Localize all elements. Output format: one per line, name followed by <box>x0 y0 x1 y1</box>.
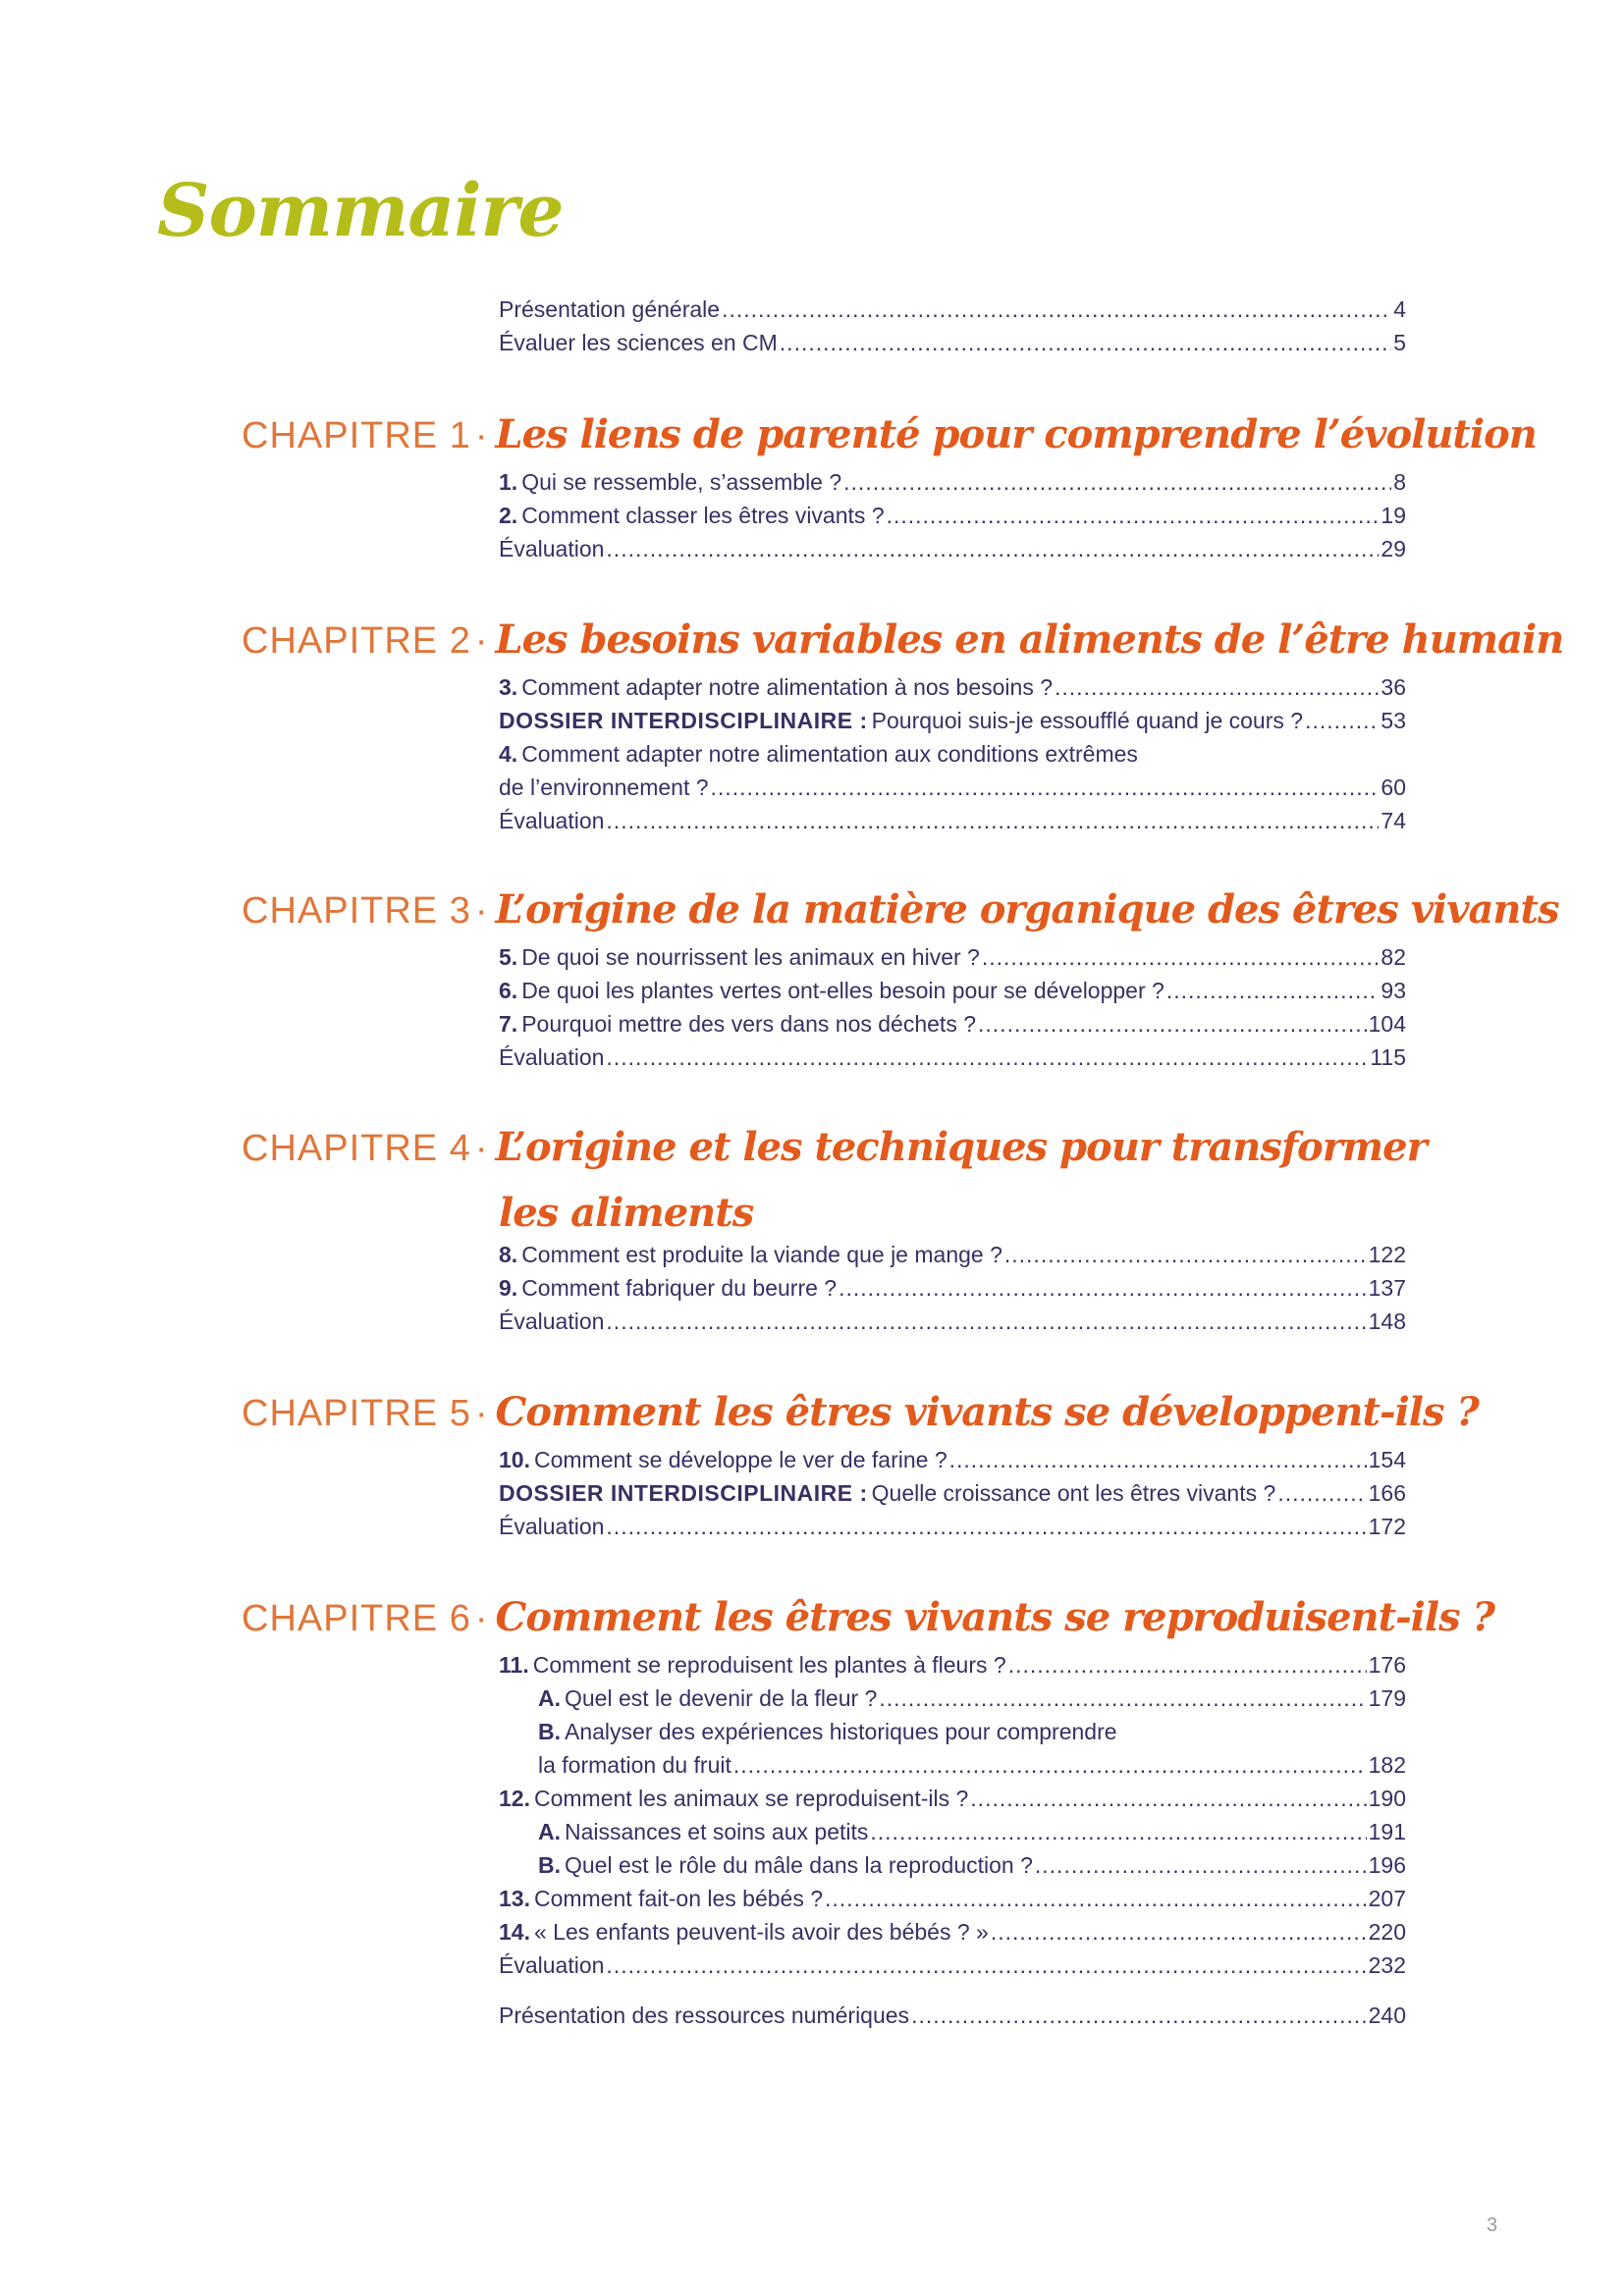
toc-subentry[interactable]: A. Naissances et soins aux petits ..... 191 <box>499 1815 1406 1848</box>
toc-entry-resources[interactable]: Présentation des ressources numériques ..... 240 <box>499 1999 1406 2032</box>
toc-entry-evaluation[interactable]: Évaluation ..... 115 <box>499 1041 1406 1074</box>
leader-dots <box>870 1815 1366 1848</box>
page-ref: 53 <box>1380 708 1406 733</box>
page-ref: 240 <box>1368 2002 1406 2028</box>
chapter-6-entries <box>499 1648 1406 1982</box>
page-ref: 93 <box>1380 978 1406 1003</box>
toc-entry[interactable]: 3. Comment adapter notre alimentation à nos besoins ? ..... 36 <box>499 670 1406 704</box>
leader-dots <box>978 1007 1367 1041</box>
page-ref: 196 <box>1368 1852 1406 1878</box>
page-ref: 191 <box>1368 1819 1406 1844</box>
toc-entry-continuation[interactable]: de l’environnement ? ..... 60 <box>499 771 1406 804</box>
leader-dots <box>733 1748 1367 1782</box>
chapter-title: Comment les êtres vivants se développent-ils ? <box>495 1389 1479 1435</box>
leader-dots <box>1277 1476 1366 1510</box>
leader-dots <box>825 1882 1367 1915</box>
leader-dots <box>1035 1848 1367 1882</box>
page-ref: 82 <box>1380 944 1406 970</box>
chapter-1-heading[interactable]: CHAPITRE 1 · Les liens de parenté pour comprendre l’évolution <box>242 411 1537 457</box>
leader-dots <box>606 1041 1368 1074</box>
toc-entry-evaluation[interactable]: Évaluation ..... 148 <box>499 1305 1406 1338</box>
toc-subentry[interactable]: B. Analyser des expériences historiques pour comprendre <box>538 1719 1117 1744</box>
chapter-2-heading[interactable]: CHAPITRE 2 · Les besoins variables en aliments de l’être humain <box>242 616 1564 663</box>
chapter-3-entries <box>499 940 1406 1074</box>
toc-entry[interactable]: 9. Comment fabriquer du beurre ? ..... 137 <box>499 1271 1406 1305</box>
toc-entry[interactable]: Présentation générale ..... 4 <box>499 293 1406 326</box>
toc-entry[interactable]: 6. De quoi les plantes vertes ont-elles besoin pour se développer ? ..... 93 <box>499 974 1406 1007</box>
page-ref: 148 <box>1368 1308 1406 1334</box>
toc-entry[interactable]: 14. « Les enfants peuvent-ils avoir des bébés ? » ..... 220 <box>499 1915 1406 1949</box>
leader-dots <box>1008 1648 1367 1682</box>
leader-dots <box>606 1305 1366 1338</box>
toc-entry[interactable]: 4. Comment adapter notre alimentation aux conditions extrêmes <box>499 741 1138 767</box>
toc-entry[interactable]: 11. Comment se reproduisent les plantes à fleurs ? ..... 176 <box>499 1648 1406 1682</box>
chapter-3-heading[interactable]: CHAPITRE 3 · L’origine de la matière organique des êtres vivants <box>242 886 1559 933</box>
chapter-title: L’origine de la matière organique des êtres vivants <box>495 886 1559 933</box>
toc-entry[interactable]: 1. Qui se ressemble, s’assemble ? ..... 8 <box>499 465 1406 499</box>
page-ref: 36 <box>1380 674 1406 700</box>
leader-dots <box>606 532 1379 565</box>
page-ref: 115 <box>1370 1044 1406 1070</box>
page-ref: 190 <box>1368 1786 1406 1811</box>
page-ref: 182 <box>1368 1752 1406 1778</box>
leader-dots <box>843 465 1391 499</box>
chapter-5-entries <box>499 1443 1406 1543</box>
leader-dots <box>879 1682 1366 1715</box>
toc-subentry[interactable]: A. Quel est le devenir de la fleur ? ..... 179 <box>499 1682 1406 1715</box>
page-ref: 5 <box>1393 330 1406 355</box>
toc-entry[interactable]: 5. De quoi se nourrissent les animaux en hiver ? ..... 82 <box>499 940 1406 974</box>
chapter-title: L’origine et les techniques pour transformer <box>495 1124 1427 1170</box>
chapter-title-line2: les aliments <box>499 1190 754 1236</box>
leader-dots <box>970 1782 1366 1815</box>
page-ref: 137 <box>1368 1275 1406 1301</box>
leader-dots <box>606 1510 1366 1543</box>
toc-entry-evaluation[interactable]: Évaluation ..... 29 <box>499 532 1406 565</box>
page-ref: 220 <box>1368 1919 1406 1945</box>
toc-entry-continuation[interactable]: la formation du fruit ..... 182 <box>499 1748 1406 1782</box>
intro-list <box>499 293 1406 359</box>
leader-dots <box>911 1999 1367 2032</box>
leader-dots <box>606 1949 1366 1982</box>
page-title: Sommaire <box>157 169 564 253</box>
page-ref: 19 <box>1380 503 1406 528</box>
page-ref: 232 <box>1368 1952 1406 1978</box>
toc-subentry[interactable]: B. Quel est le rôle du mâle dans la reproduction ? ..... 196 <box>499 1848 1406 1882</box>
page-ref: 29 <box>1380 536 1406 561</box>
chapter-5-heading[interactable]: CHAPITRE 5 · Comment les êtres vivants se développent-ils ? <box>242 1389 1479 1435</box>
toc-entry[interactable]: 10. Comment se développe le ver de farine ? ..... 154 <box>499 1443 1406 1476</box>
chapter-1-entries <box>499 465 1406 565</box>
chapter-4-entries <box>499 1238 1406 1338</box>
toc-entry[interactable]: 2. Comment classer les êtres vivants ? ..... 19 <box>499 499 1406 532</box>
chapter-4-heading[interactable]: CHAPITRE 4 · L’origine et les techniques pour transformer les aliments <box>242 1119 1469 1242</box>
leader-dots <box>839 1271 1367 1305</box>
leader-dots <box>949 1443 1367 1476</box>
chapter-2-entries <box>499 670 1406 837</box>
closing-list <box>499 1999 1406 2032</box>
leader-dots <box>982 940 1380 974</box>
leader-dots <box>711 771 1380 804</box>
chapter-6-heading[interactable]: CHAPITRE 6 · Comment les êtres vivants se reproduisent-ils ? <box>242 1594 1494 1640</box>
toc-entry-dossier[interactable]: DOSSIER INTERDISCIPLINAIRE : Pourquoi suis-je essoufflé quand je cours ? ..... 53 <box>499 704 1406 737</box>
leader-dots <box>1055 670 1379 704</box>
page-ref: 74 <box>1380 808 1406 833</box>
toc-entry[interactable]: Évaluer les sciences en CM ..... 5 <box>499 326 1406 359</box>
page-ref: 122 <box>1368 1242 1406 1267</box>
leader-dots <box>887 499 1380 532</box>
chapter-title: Les liens de parenté pour comprendre l’évolution <box>495 411 1537 457</box>
toc-entry-evaluation[interactable]: Évaluation ..... 172 <box>499 1510 1406 1543</box>
leader-dots <box>722 293 1391 326</box>
page-ref: 179 <box>1368 1685 1406 1711</box>
toc-entry-dossier[interactable]: DOSSIER INTERDISCIPLINAIRE : Quelle croissance ont les êtres vivants ? ..... 166 <box>499 1476 1406 1510</box>
toc-entry[interactable]: 7. Pourquoi mettre des vers dans nos déchets ? ..... 104 <box>499 1007 1406 1041</box>
leader-dots <box>1305 704 1379 737</box>
chapter-title: Les besoins variables en aliments de l’être humain <box>495 616 1564 663</box>
toc-entry[interactable]: 13. Comment fait-on les bébés ? ..... 207 <box>499 1882 1406 1915</box>
chapter-title: Comment les êtres vivants se reproduisent-ils ? <box>495 1594 1494 1640</box>
toc-entry[interactable]: 8. Comment est produite la viande que je mange ? ..... 122 <box>499 1238 1406 1271</box>
page-ref: 172 <box>1368 1514 1406 1539</box>
page-ref: 4 <box>1393 296 1406 322</box>
toc-entry-evaluation[interactable]: Évaluation ..... 74 <box>499 804 1406 837</box>
leader-dots <box>1166 974 1380 1007</box>
page-ref: 8 <box>1393 469 1406 495</box>
page-ref: 154 <box>1368 1447 1406 1472</box>
page-number: 3 <box>1487 2215 1498 2236</box>
toc-entry-evaluation[interactable]: Évaluation ..... 232 <box>499 1949 1406 1982</box>
leader-dots <box>780 326 1391 359</box>
page-ref: 176 <box>1368 1652 1406 1678</box>
leader-dots <box>606 804 1379 837</box>
toc-entry[interactable]: 12. Comment les animaux se reproduisent-ils ? ..... 190 <box>499 1782 1406 1815</box>
page-ref: 104 <box>1368 1011 1406 1037</box>
page-ref: 60 <box>1380 774 1406 800</box>
page-ref: 207 <box>1368 1886 1406 1911</box>
page-ref: 166 <box>1368 1480 1406 1506</box>
leader-dots <box>991 1915 1367 1949</box>
leader-dots <box>1004 1238 1367 1271</box>
